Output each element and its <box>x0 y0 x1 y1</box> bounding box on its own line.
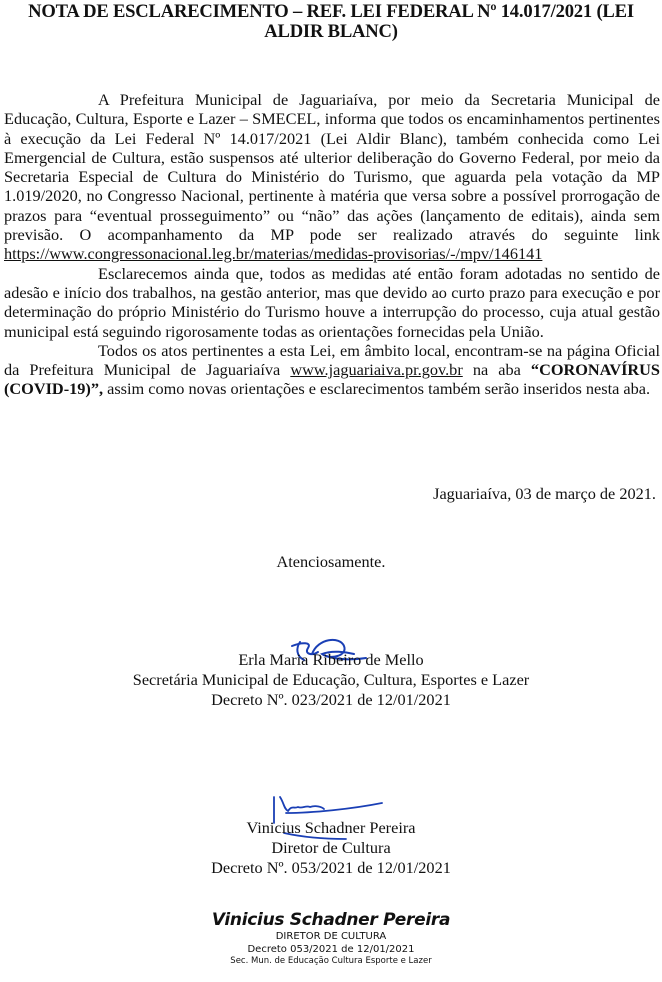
paragraph-2: Esclarecemos ainda que, todos as medidas até então foram adotadas no sentido de adesão e início dos trabalhos, na gestão anterior, mas que devido ao curto prazo para execução e por determinação do próprio Ministério do Turismo houve a interrupção do processo, cuja atual gestão municipal está seguindo rigorosamente todas as orientações fornecidas pela União. <box>4 263 660 341</box>
signatory-2-decree: Decreto Nº. 053/2021 de 12/01/2021 <box>211 858 451 877</box>
signatory-1-role: Secretária Municipal de Educação, Cultura, Esportes e Lazer <box>132 670 530 689</box>
paragraph-1-text: A Prefeitura Municipal de Jaguariaíva, por meio da Secretaria Municipal de Educação, Cultura, Esporte e Lazer – SMECEL, informa que todos os encaminhamentos pertinentes à execução da Lei Federal Nº 14.017/2021 (Lei Aldir Blanc), também conhecida como Lei Emergencial de Cultura, estão suspensos até ulterior deliberação do Governo Federal, por meio da Secretaria Especial de Cultura do Ministério do Turismo, que aguarda pela votação da MP 1.019/2020, no Congresso Nacional, pertinente à matéria que versa sobre a possível prorrogação de prazos para “eventual prosseguimento” ou “não” das ações (lançamento de editais), ainda sem previsão. O acompanhamento da MP pode ser realizado através do seguinte link <box>4 90 660 245</box>
date-line: Jaguariaíva, 03 de março de 2021. <box>433 484 656 503</box>
prefeitura-link[interactable]: www.jaguariaiva.pr.gov.br <box>290 360 463 380</box>
paragraph-3-text-b: na aba <box>462 360 531 380</box>
stamp-role: DIRETOR DE CULTURA <box>275 931 387 942</box>
congresso-link[interactable]: https://www.congressonacional.leg.br/materias/medidas-provisorias/-/mpv/146141 <box>4 244 543 264</box>
paragraph-3-text-c: assim como novas orientações e esclarecimentos também serão inseridos nesta aba. <box>103 379 651 399</box>
stamp-decree: Decreto 053/2021 de 12/01/2021 <box>247 944 415 955</box>
signatory-1-name: Erla Maria Ribeiro de Mello <box>238 650 424 669</box>
signatory-2-role: Diretor de Cultura <box>271 838 391 857</box>
document-body <box>4 90 660 399</box>
closing: Atenciosamente. <box>276 552 386 571</box>
signatory-1-decree: Decreto Nº. 023/2021 de 12/01/2021 <box>211 690 451 709</box>
paragraph-3 <box>4 341 660 399</box>
signatory-1-block <box>0 650 662 710</box>
document-title: NOTA DE ESCLARECIMENTO – REF. LEI FEDERAL Nº 14.017/2021 (LEI ALDIR BLANC) <box>28 1 634 42</box>
signatory-2-block <box>0 818 662 878</box>
stamp-name: Vinicius Schadner Pereira <box>211 910 451 930</box>
coronavirus-tab-name: “CORONAVÍRUS (COVID-19)”, <box>4 360 660 399</box>
paragraph-1 <box>4 90 660 264</box>
paragraph-3-text-a: Todos os atos pertinentes a esta Lei, em âmbito local, encontram-se na página Oficial da Prefeitura Municipal de Jaguariaíva <box>4 340 660 380</box>
official-stamp <box>0 910 662 967</box>
stamp-department: Sec. Mun. de Educação Cultura Esporte e Lazer <box>230 956 432 966</box>
signatory-2-name: Vinicius Schadner Pereira <box>246 818 416 837</box>
